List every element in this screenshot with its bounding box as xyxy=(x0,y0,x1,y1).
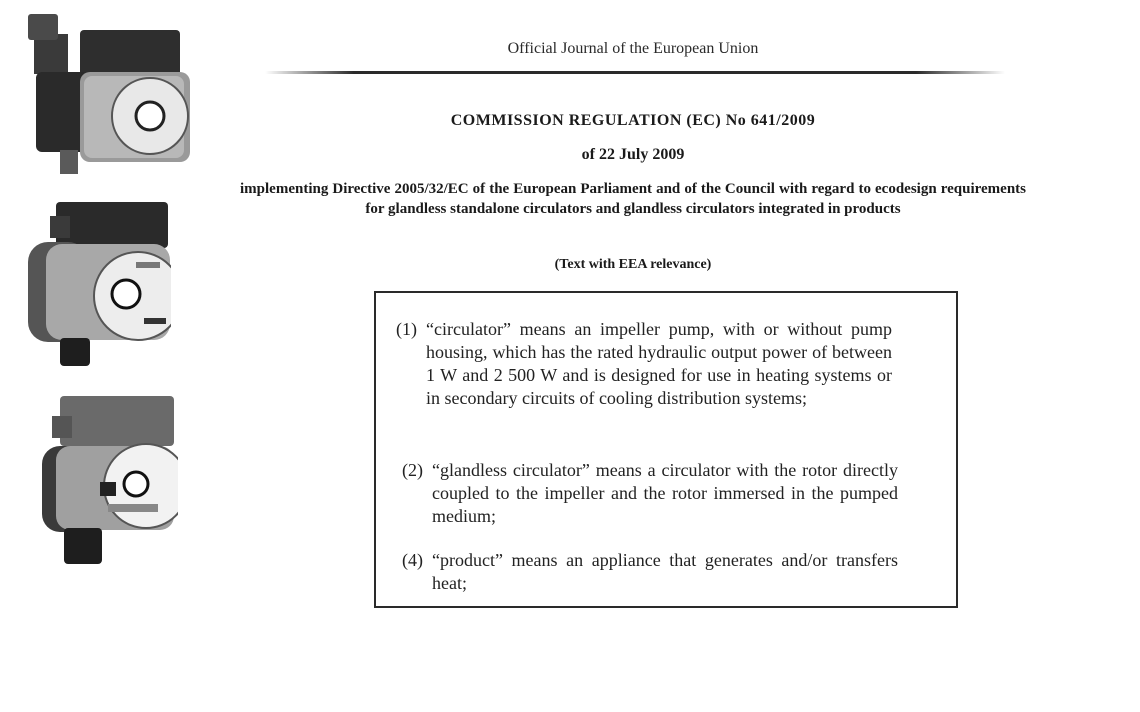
definition-item xyxy=(396,318,896,410)
definition-item xyxy=(402,459,902,528)
regulation-relevance: (Text with EEA relevance) xyxy=(554,257,712,272)
circulator-pump-photo-2 xyxy=(26,198,171,370)
definition-number: (4) xyxy=(402,550,423,570)
circulator-pump-photo-1 xyxy=(20,12,190,182)
regulation-date: of 22 July 2009 xyxy=(581,146,685,163)
definition-text: “product” means an appliance that generates and/or transfers heat; xyxy=(432,550,898,593)
regulation-subtitle: implementing Directive 2005/32/EC of the European Parliament and of the Council with regard to ecodesign requirements for glandless standalone circulators and glandless circulators integrated in products xyxy=(240,181,1026,217)
definition-number: (2) xyxy=(402,460,423,480)
definition-text: “circulator” means an impeller pump, with or without pump housing, which has the rated hydraulic output power of between 1 W and 2 500 W and is designed for use in heating systems or in secondary circuits of cooling distribution systems; xyxy=(426,319,892,408)
definition-number: (1) xyxy=(396,319,417,339)
circulator-pump-photo-3 xyxy=(38,392,178,568)
journal-title: Official Journal of the European Union xyxy=(507,40,759,57)
regulation-title: COMMISSION REGULATION (EC) No 641/2009 xyxy=(450,112,816,129)
definition-text: “glandless circulator” means a circulator with the rotor directly coupled to the impeller and the rotor immersed in the pumped medium; xyxy=(432,460,898,526)
header-rule xyxy=(265,71,1005,74)
definitions-box xyxy=(374,291,958,608)
definition-item xyxy=(402,549,902,595)
